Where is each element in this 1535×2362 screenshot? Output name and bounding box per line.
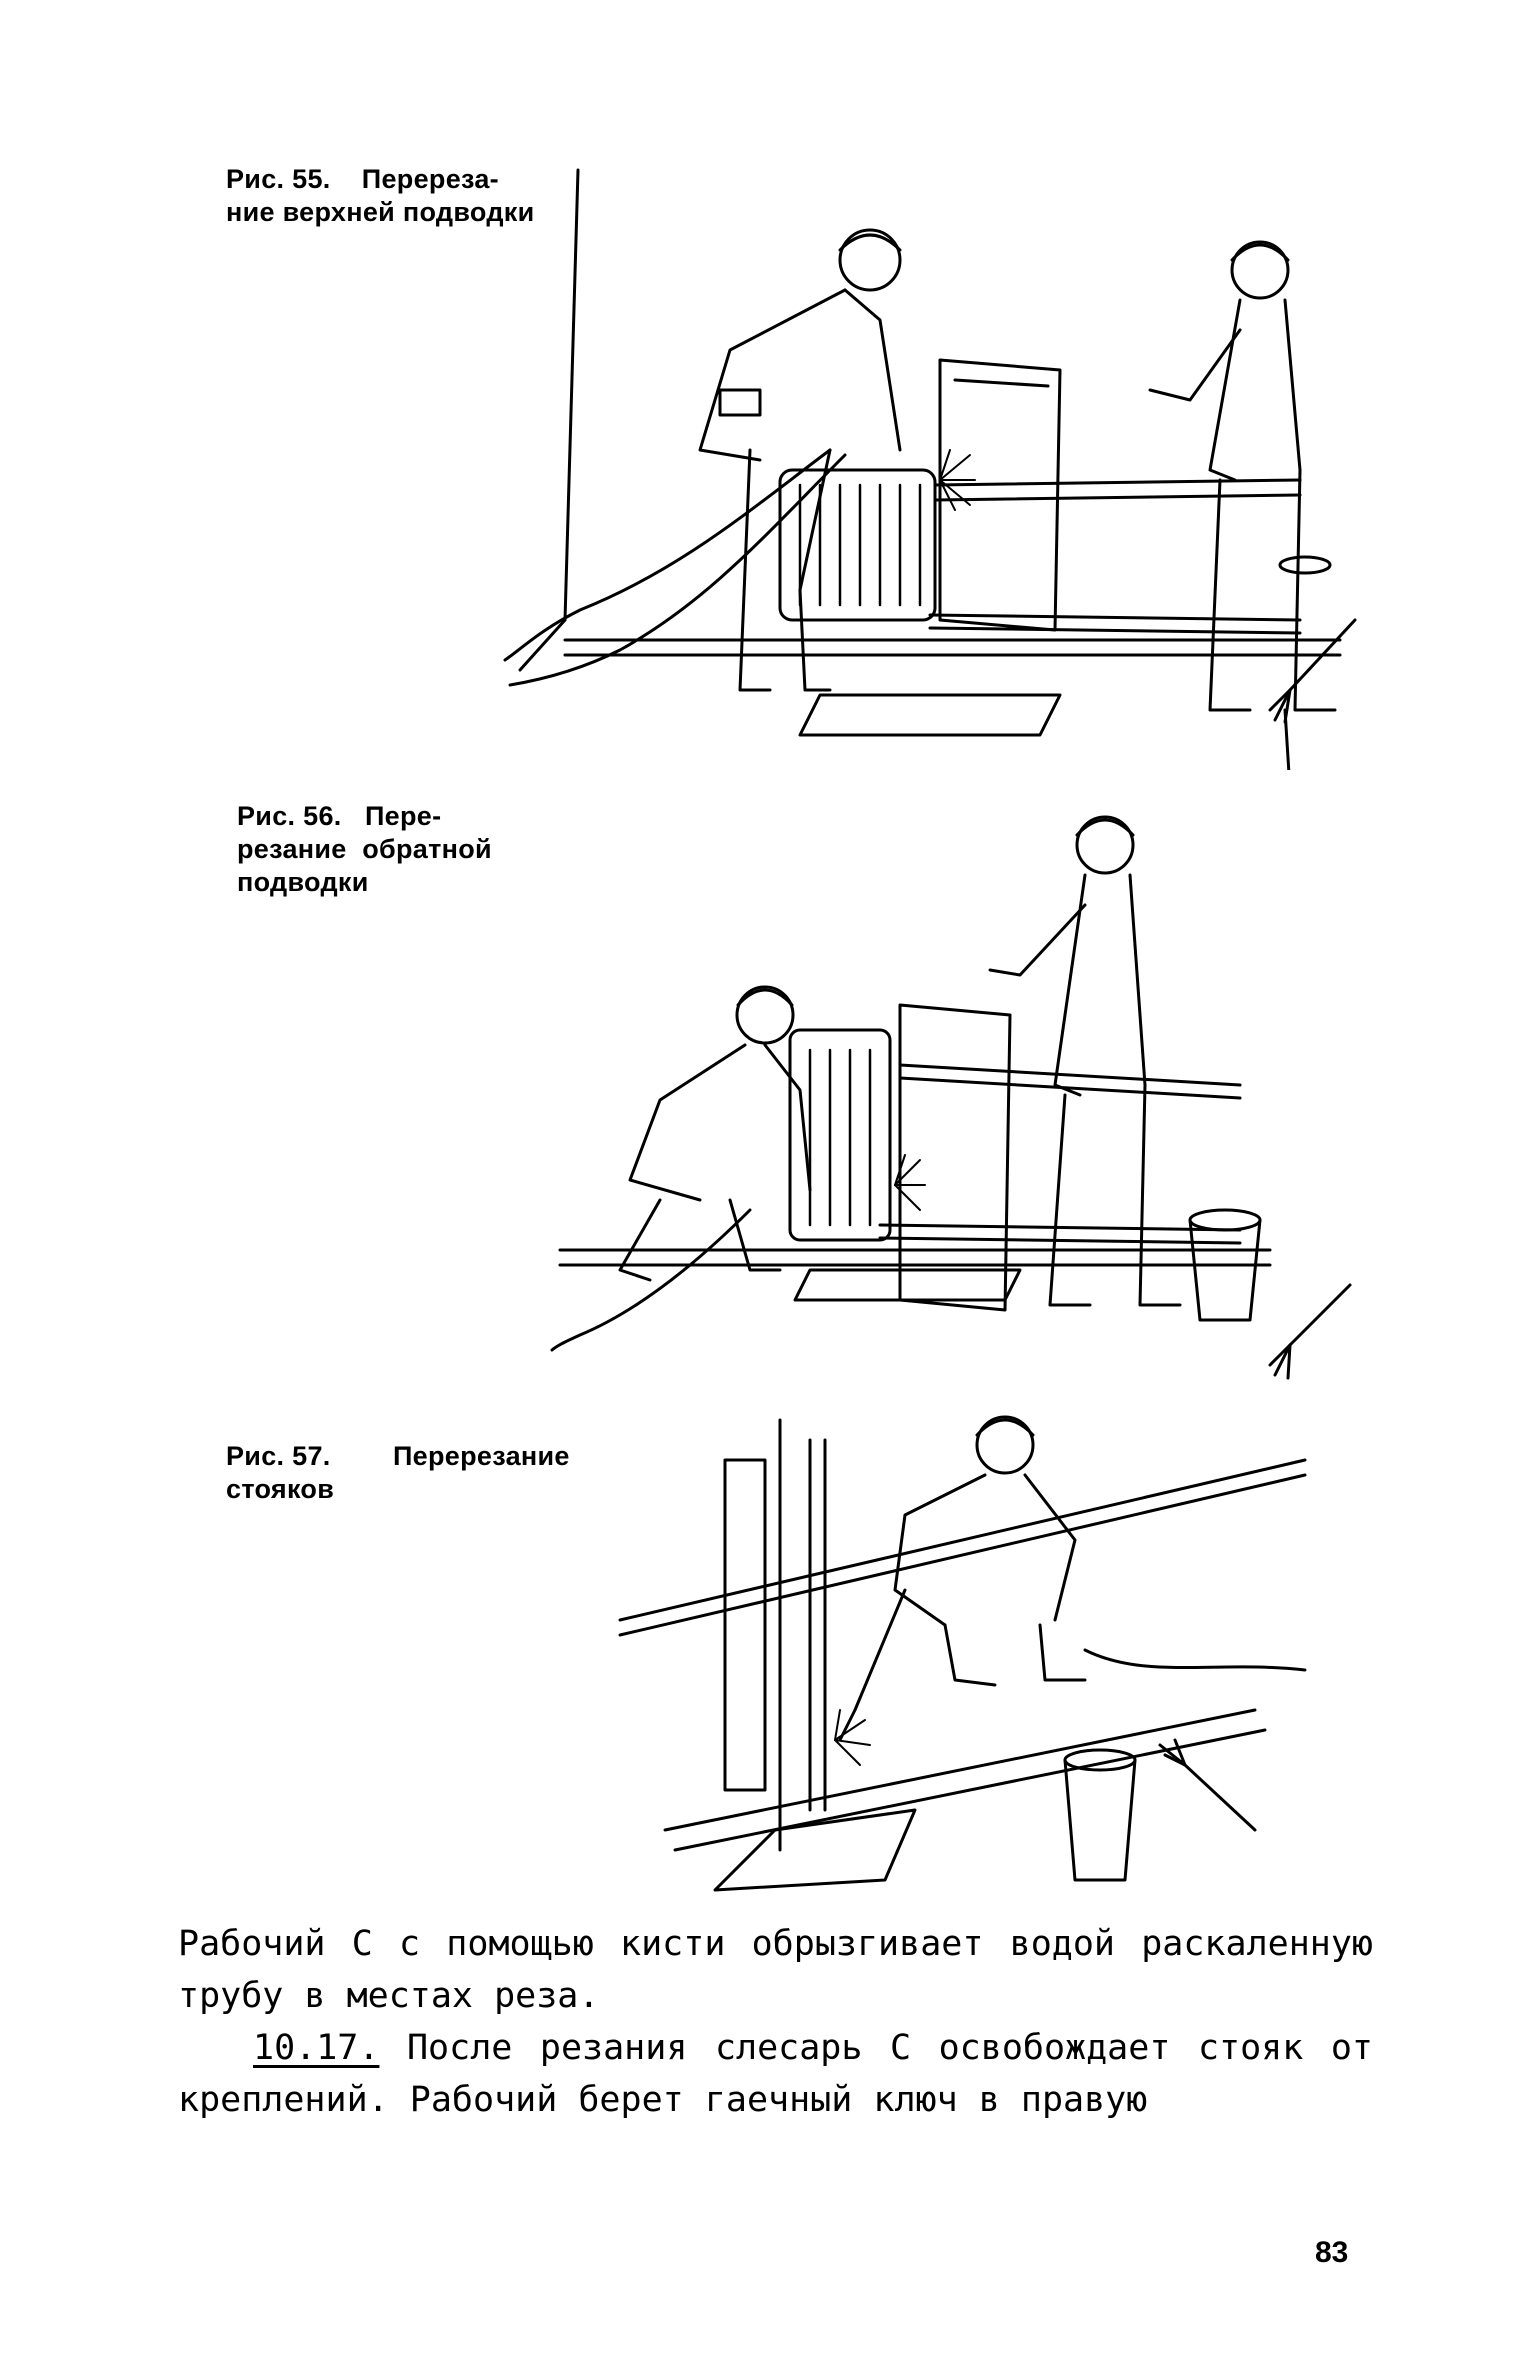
figure-55-illustration <box>500 150 1360 770</box>
figure-caption-56 <box>237 800 492 899</box>
caption-line: Рис. 55. Перереза- <box>226 164 499 194</box>
figure-56-illustration <box>550 790 1370 1390</box>
caption-line: резание обратной <box>237 834 492 864</box>
paragraph-2-text: После резания слесарь С освобождает стояк от креплений. Рабочий берет гаечный ключ в правую <box>178 2028 1373 2120</box>
figure-57-illustration <box>615 1410 1315 1910</box>
workers-cutting-upper-supply-pipe-illustration <box>500 150 1360 770</box>
caption-line: Рис. 57. Перерезание <box>226 1441 570 1471</box>
caption-line: стояков <box>226 1474 335 1504</box>
section-number: 10.17. <box>253 2028 380 2068</box>
worker-cutting-return-pipe-illustration <box>550 790 1370 1390</box>
caption-line: ние верхней подводки <box>226 197 535 227</box>
figure-caption-57 <box>226 1440 570 1506</box>
paragraph-1: Рабочий С с помощью кисти обрызгивает водой раскаленную трубу в местах реза. <box>178 1924 1373 2016</box>
figure-caption-55 <box>226 163 534 229</box>
worker-cutting-risers-illustration <box>615 1410 1315 1910</box>
caption-line: Рис. 56. Пере- <box>237 801 442 831</box>
page-number: 83 <box>1315 2236 1349 2269</box>
paragraph-2 <box>178 2022 1373 2126</box>
caption-line: подводки <box>237 867 369 897</box>
